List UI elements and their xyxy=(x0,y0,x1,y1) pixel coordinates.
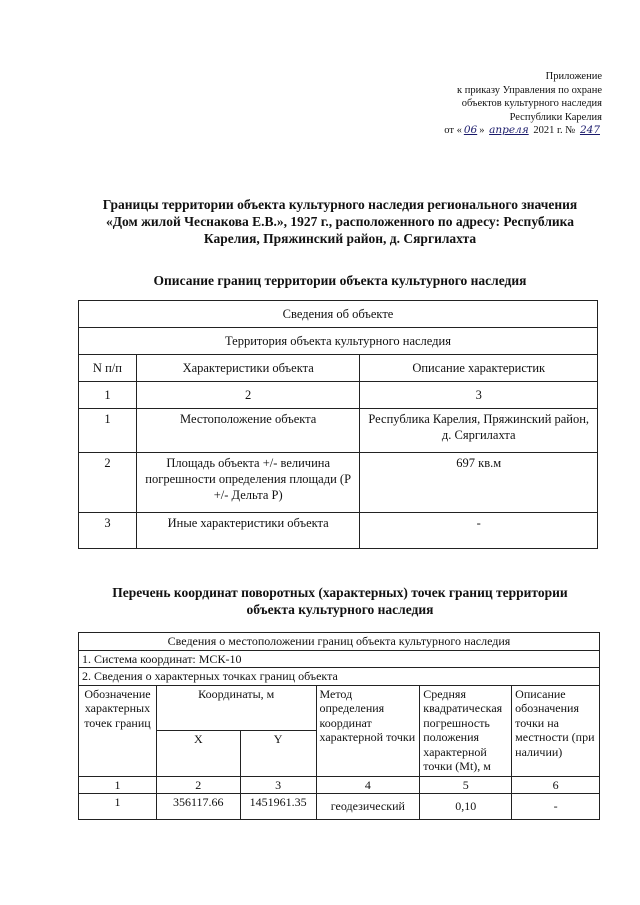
title-line: Границы территории объекта культурного наследия регионального значения xyxy=(102,197,578,212)
column-header: Описание характеристик xyxy=(360,355,598,382)
table-row xyxy=(79,453,598,513)
date-prefix: от « xyxy=(444,125,462,136)
column-number: 2 xyxy=(156,776,240,794)
column-header: Метод определения координат характерной точки xyxy=(316,685,420,776)
column-header-x: X xyxy=(156,731,240,777)
column-number: 3 xyxy=(360,382,598,409)
order-ref-line: объектов культурного наследия xyxy=(461,98,602,109)
row-number: 3 xyxy=(79,513,137,549)
column-header: Координаты, м xyxy=(156,685,316,731)
column-number: 3 xyxy=(240,776,316,794)
column-number: 1 xyxy=(79,776,157,794)
order-ref-line: Республики Карелия xyxy=(509,111,602,123)
heading-line: Перечень координат поворотных (характерных) точек границ территории xyxy=(112,585,568,600)
title-line: Карелия, Пряжинский район, д. Сяргилахта xyxy=(203,231,477,246)
row-value: 697 кв.м xyxy=(360,453,598,513)
coordinate-system: 1. Система координат: МСК-10 xyxy=(79,650,600,668)
row-number: 2 xyxy=(79,453,137,513)
row-number: 1 xyxy=(79,409,137,453)
table-caption: Сведения о местоположении границ объекта культурного наследия xyxy=(79,633,600,651)
column-number: 4 xyxy=(316,776,420,794)
appendix-label: Приложение xyxy=(545,71,602,82)
object-info-table xyxy=(78,300,598,549)
section1-heading: Описание границ территории объекта культурного наследия xyxy=(153,273,527,288)
table-caption: Сведения об объекте xyxy=(79,301,598,328)
document-title xyxy=(80,196,600,247)
date-day: 06 xyxy=(463,124,478,136)
table-row xyxy=(79,409,598,453)
row-value: - xyxy=(360,513,598,549)
coordinates-table xyxy=(78,632,600,820)
column-header: Описание обозначения точки на местности (при наличии) xyxy=(512,685,600,776)
heading-line: объекта культурного наследия xyxy=(246,602,434,617)
column-header: Характеристики объекта xyxy=(136,355,360,382)
table-row xyxy=(79,513,598,549)
order-number: 247 xyxy=(579,124,600,136)
row-characteristic: Местоположение объекта xyxy=(136,409,360,453)
order-date-line xyxy=(402,124,602,138)
row-characteristic: Площадь объекта +/- величина погрешности определения площади (P +/- Дельта P) xyxy=(136,453,360,513)
column-header: Обозначение характерных точек границ xyxy=(79,685,157,776)
column-number: 2 xyxy=(136,382,360,409)
row-characteristic: Иные характеристики объекта xyxy=(136,513,360,549)
point-description: - xyxy=(512,794,600,820)
column-number: 6 xyxy=(512,776,600,794)
column-header: N п/п xyxy=(79,355,137,382)
column-header-y: Y xyxy=(240,731,316,777)
appendix-header xyxy=(402,70,602,138)
date-mid: » xyxy=(479,125,485,136)
column-number: 1 xyxy=(79,382,137,409)
point-y: 1451961.35 xyxy=(240,794,316,820)
point-designation: 1 xyxy=(79,794,157,820)
point-error: 0,10 xyxy=(420,794,512,820)
column-number: 5 xyxy=(420,776,512,794)
order-ref-line: к приказу Управления по охране xyxy=(457,84,602,96)
point-method: геодезический xyxy=(316,794,420,820)
point-x: 356117.66 xyxy=(156,794,240,820)
date-year: 2021 г. № xyxy=(533,125,576,136)
points-caption: 2. Сведения о характерных точках границ объекта xyxy=(79,668,600,686)
table-subcaption: Территория объекта культурного наследия xyxy=(79,328,598,355)
title-line: «Дом жилой Чеснакова Е.В.», 1927 г., расположенного по адресу: Республика xyxy=(105,214,574,229)
section2-heading xyxy=(80,584,600,618)
date-month: апреля xyxy=(489,124,529,136)
table-row xyxy=(79,794,600,820)
row-value: Республика Карелия, Пряжинский район, д. Сяргилахта xyxy=(360,409,598,453)
column-header: Средняя квадратическая погрешность положения характерной точки (Mt), м xyxy=(420,685,512,776)
